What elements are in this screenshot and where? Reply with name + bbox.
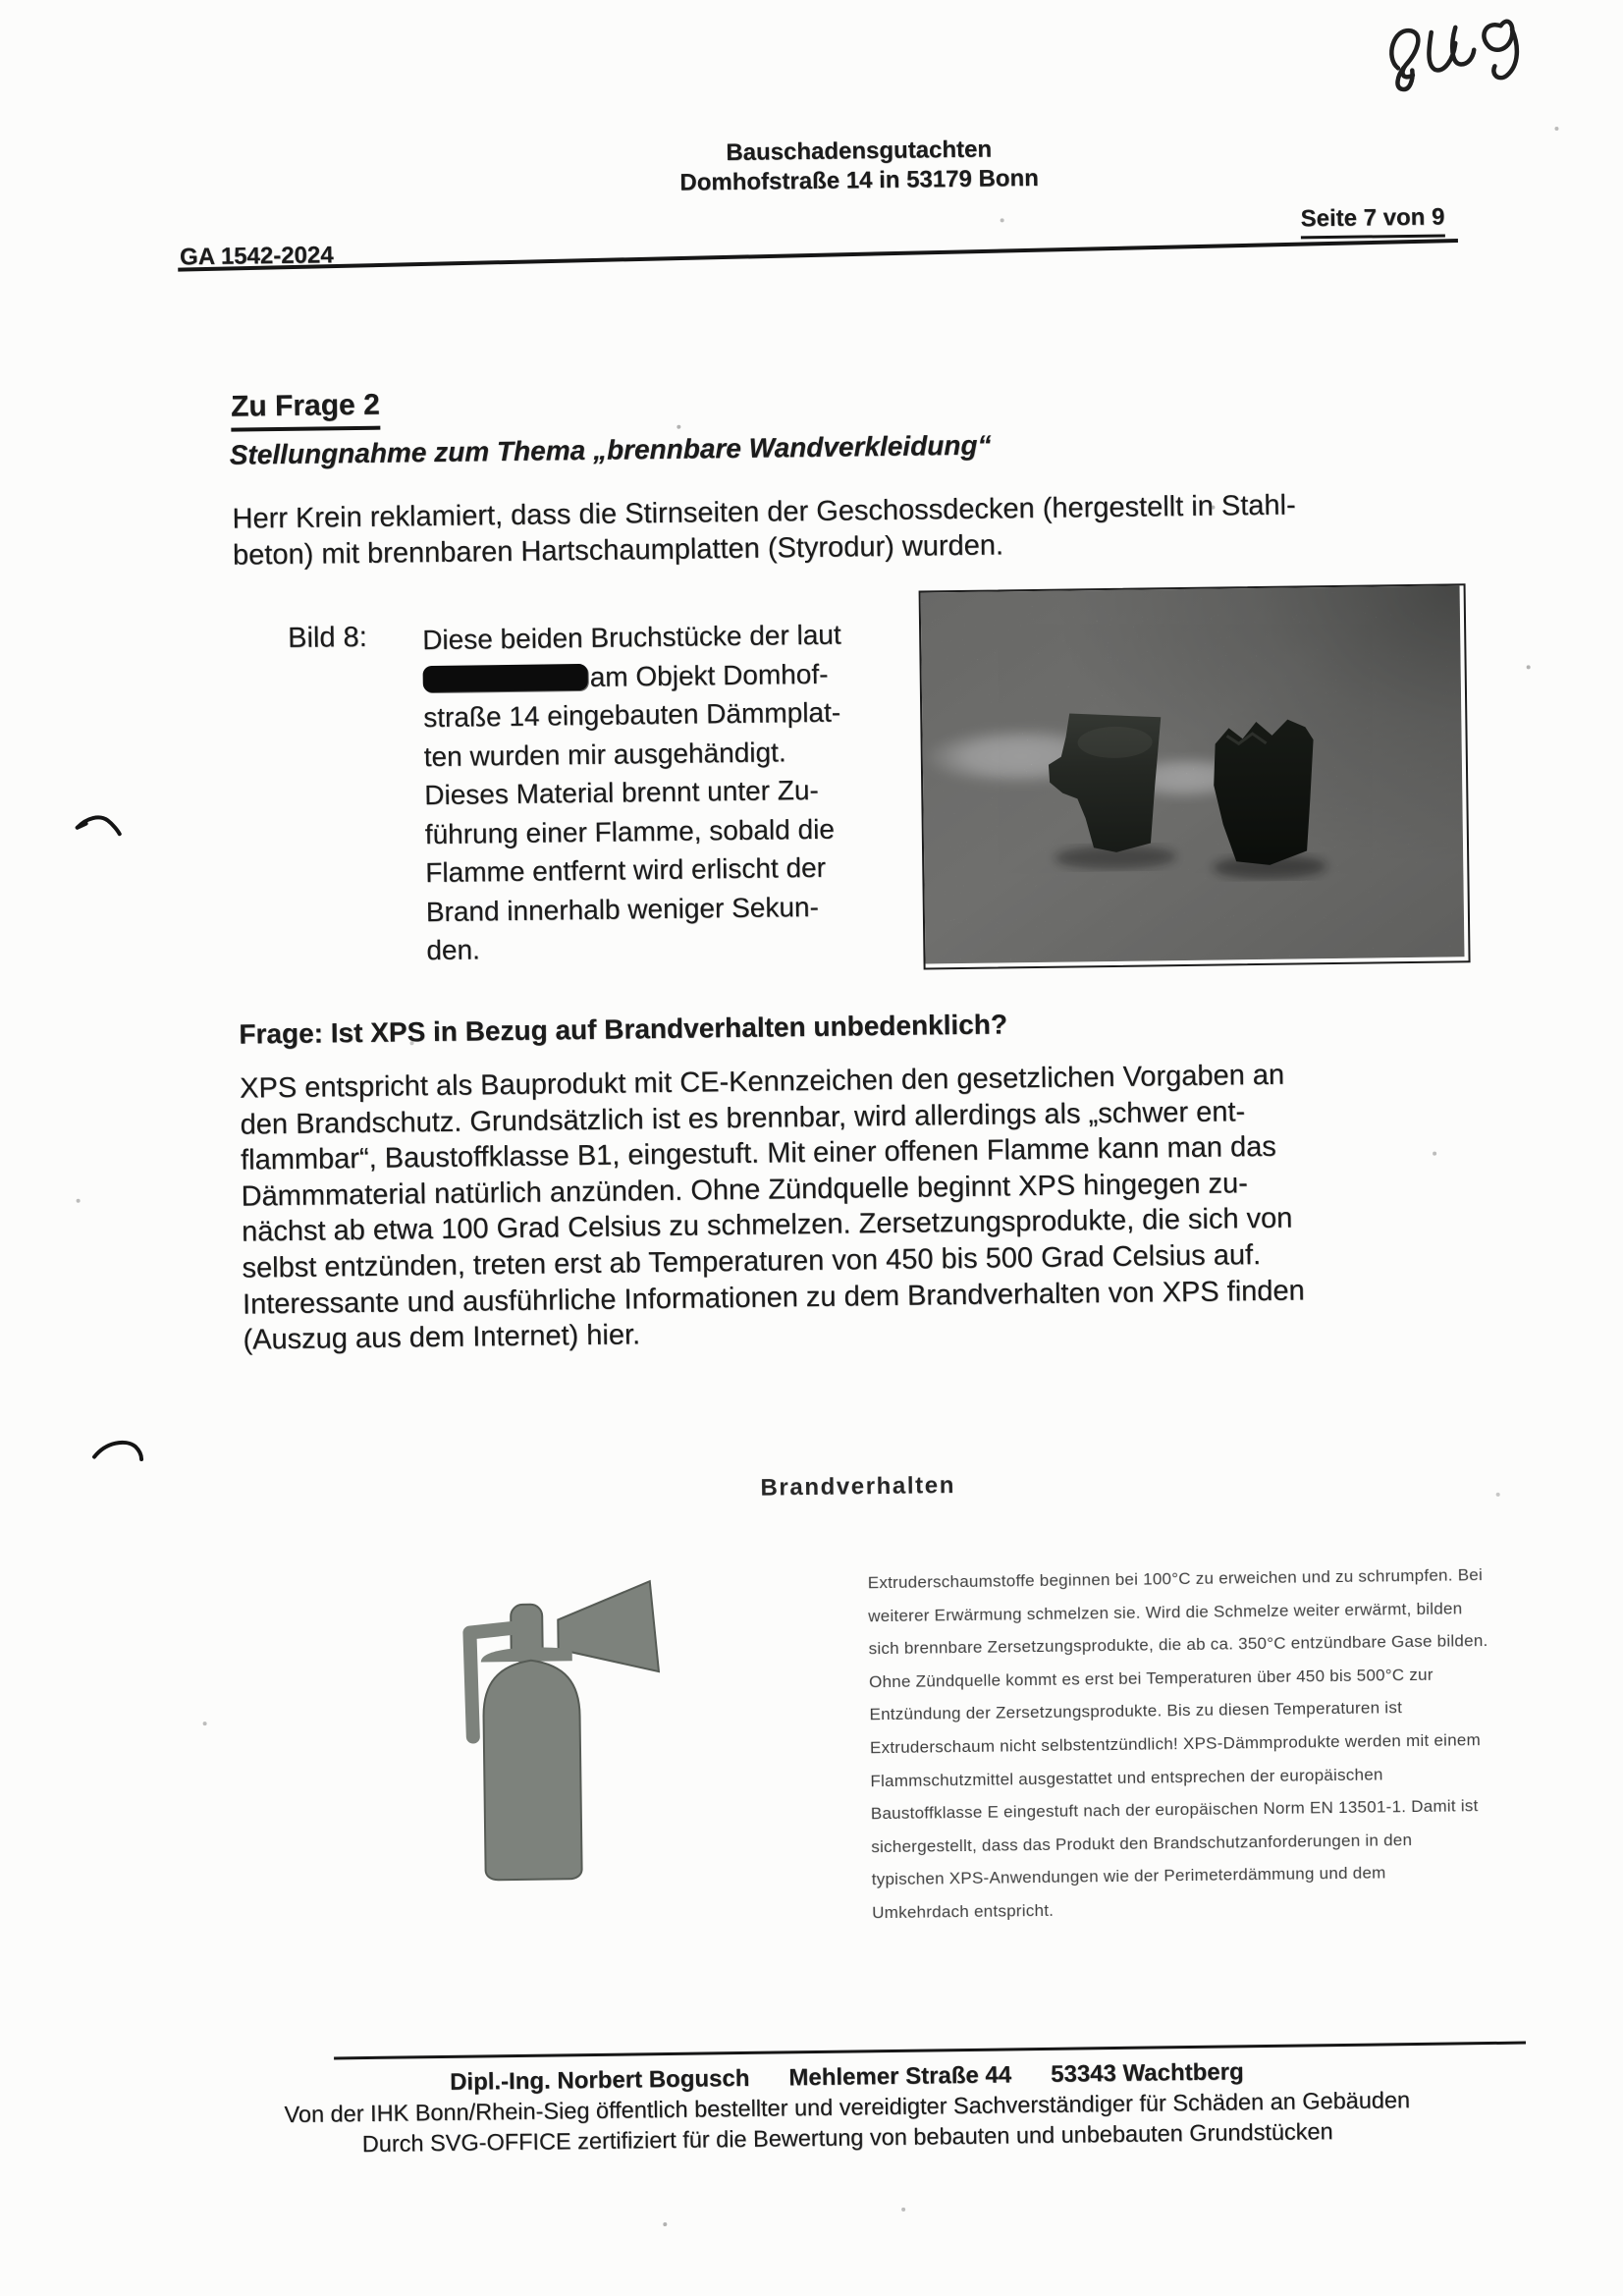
question-heading: Frage: Ist XPS in Bezug auf Brandverhalten unbedenklich?	[239, 1009, 1008, 1050]
caption-line: Diese beiden Bruchstücke der laut	[421, 619, 841, 656]
text-line: Entzündung der Zersetzungsprodukte. Bis zu diesen Temperaturen ist	[869, 1698, 1403, 1724]
document-address: Domhofstraße 14 in 53179 Bonn	[679, 164, 1039, 196]
expert-name-address: Dipl.-Ing. Norbert Bogusch Mehlemer Straße 44 53343 Wachtberg	[449, 2058, 1244, 2096]
text-line: Baustoffklasse E eingestuft nach der europäischen Norm EN 13501-1. Damit ist	[870, 1796, 1479, 1824]
margin-checkmark	[74, 810, 125, 845]
caption-line-redacted	[422, 653, 913, 698]
text-line: XPS entspricht als Bauprodukt mit CE-Kennzeichen den gesetzlichen Vorgaben an	[239, 1059, 1285, 1105]
fire-extinguisher-icon	[446, 1574, 715, 1885]
text-line: ten wurden mir ausgehändigt.	[423, 736, 786, 772]
text-line: Flamme entfernt wird erlischt der	[425, 851, 827, 889]
caption-lines	[423, 692, 918, 970]
photo-fragments-image	[921, 585, 1465, 963]
text-line: Brand innerhalb weniger Sekun-	[425, 891, 820, 927]
figure8-caption	[422, 615, 918, 970]
document-header	[0, 126, 1623, 207]
section-subheading: Stellungnahme zum Thema „brennbare Wandverkleidung“	[229, 429, 992, 470]
text-line: selbst entzünden, treten erst ab Temperaturen von 450 bis 500 Grad Celsius auf.	[242, 1238, 1262, 1285]
text-line: flammbar“, Baustoffklasse B1, eingestuft. Mit einer offenen Flamme kann man das	[240, 1130, 1276, 1176]
figure8-label: Bild 8:	[287, 621, 367, 654]
text-line: nächst ab etwa 100 Grad Celsius zu schmelzen. Zersetzungsprodukte, die sich von	[241, 1202, 1293, 1248]
text-line: Herr Krein reklamiert, dass die Stirnseiten der Geschossdecken (hergestellt in Stahl-	[232, 489, 1296, 535]
text-line: Flammschutzmittel ausgestattet und entsprechen der europäischen	[870, 1764, 1383, 1790]
text-line: Umkehrdach entspricht.	[872, 1900, 1055, 1923]
text-line: typischen XPS-Anwendungen wie der Perimeterdämmung und dem	[871, 1863, 1386, 1889]
figure8-photo	[919, 583, 1471, 969]
caption-line: am Objekt Domhof-	[589, 658, 829, 692]
expert-certification-1: Von der IHK Bonn/Rhein-Sieg öffentlich bestellter und vereidigter Sachverständiger für Schäden an Gebäuden	[284, 2087, 1411, 2128]
text-line: straße 14 eingebauten Dämmplat-	[423, 696, 841, 734]
excerpt-text	[868, 1558, 1521, 1930]
text-line: (Auszug aus dem Internet) hier.	[243, 1319, 641, 1356]
text-line: Dämmmaterial natürlich anzünden. Ohne Zündquelle beginnt XPS hingegen zu-	[241, 1167, 1249, 1213]
text-line: den Brandschutz. Grundsätzlich ist es brennbar, wird allerdings als „schwer ent-	[240, 1095, 1246, 1141]
footer	[169, 2053, 1525, 2162]
margin-checkmark	[90, 1433, 147, 1469]
text-line: Interessante und ausführliche Informationen zu dem Brandverhalten von XPS finden	[242, 1274, 1305, 1321]
text-line: Extruderschaumstoffe beginnen bei 100°C zu erweichen und zu schrumpfen. Bei	[867, 1565, 1484, 1593]
text-line: sich brennbare Zersetzungsprodukte, die ab ca. 350°C entzündbare Gase bilden.	[868, 1631, 1488, 1659]
redaction-bar	[423, 664, 588, 692]
text-line: Extruderschaum nicht selbstentzündlich! XPS-Dämmprodukte werden mit einem	[869, 1730, 1482, 1758]
text-line: Ohne Zündquelle kommt es erst bei Temperaturen über 450 bis 500°C zur	[868, 1665, 1434, 1692]
intro-paragraph	[232, 486, 1440, 574]
document-title: Bauschadensgutachten	[726, 136, 993, 167]
page-indicator: Seite 7 von 9	[1300, 203, 1444, 239]
text-line: sichergestellt, dass das Produkt den Brandschutzanforderungen in den	[871, 1830, 1413, 1857]
text-line: beton) mit brennbaren Hartschaumplatten (Styrodur) wurden.	[232, 529, 1004, 572]
file-reference: GA 1542-2024	[179, 242, 334, 271]
excerpt-heading: Brandverhalten	[760, 1472, 956, 1502]
answer-paragraph	[240, 1055, 1461, 1358]
text-line: führung einer Flamme, sobald die	[424, 813, 836, 849]
text-line: weiterer Erwärmung schmelzen sie. Wird die Schmelze weiter erwärmt, bilden	[868, 1598, 1463, 1625]
expert-certification-2: Durch SVG-OFFICE zertifiziert für die Bewertung von bebauten und unbebauten Grundstücken	[361, 2118, 1333, 2158]
text-line: den.	[426, 934, 481, 966]
section-heading: Zu Frage 2	[231, 389, 380, 432]
text-line: Dieses Material brennt unter Zu-	[424, 774, 819, 811]
header-rule	[178, 239, 1458, 272]
